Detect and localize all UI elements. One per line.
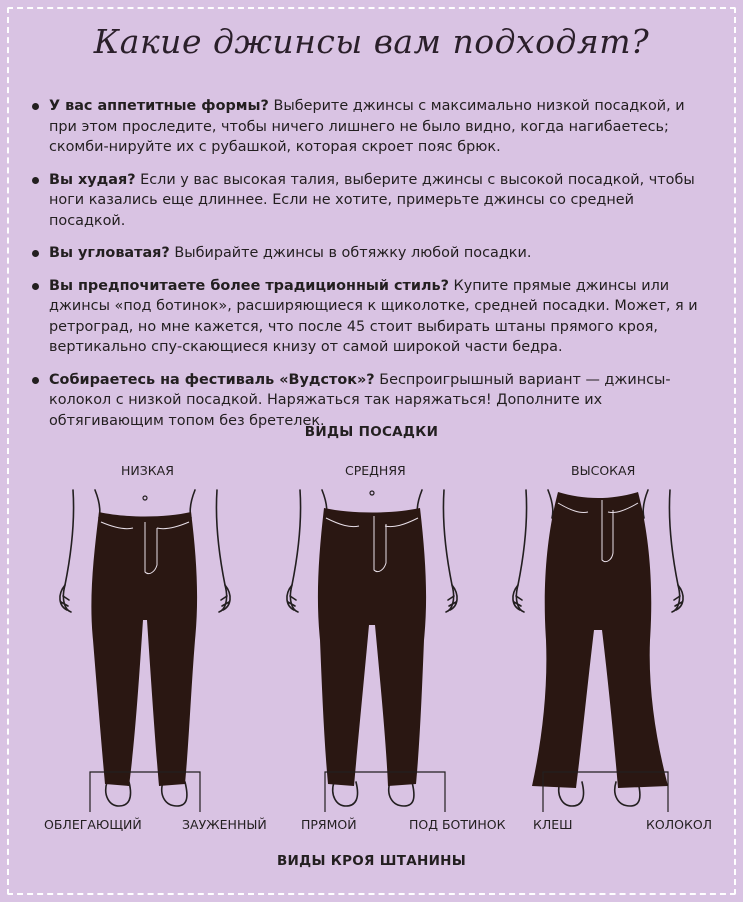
cut-label-skinny: ОБЛЕГАЮЩИЙ: [44, 817, 142, 832]
tip-text: Беспроигрышный вариант — джинсы-колокол с низкой посадкой. Наряжаться так наряжаться! Дополните их обтягивающим топом без бретелек.: [49, 371, 671, 429]
tip-text: Выберите джинсы с максимально низкой посадкой, и при этом проследите, чтобы ничего лишнего не было видно, когда нагибаетесь; скомби-нируйте их с рубашкой, которая скроет пояс брюк.: [49, 98, 685, 155]
rise-label-low: НИЗКАЯ: [121, 463, 174, 478]
jeans-mid-rise: [318, 508, 426, 786]
rise-label-mid: СРЕДНЯЯ: [345, 463, 406, 478]
cut-label-flare: КЛЕШ: [533, 817, 573, 832]
cut-label-tapered: ЗАУЖЕННЫЙ: [182, 817, 267, 832]
page-title: Какие джинсы вам подходят?: [93, 22, 650, 61]
tip-question: У вас аппетитные формы?: [49, 98, 269, 114]
rise-types-title: ВИДЫ ПОСАДКИ: [304, 424, 439, 440]
figure-mid-rise: [287, 490, 457, 806]
tip-question: Вы предпочитаете более традиционный стиль?: [49, 277, 449, 294]
tip-text: Купите прямые джинсы или джинсы «под ботинок», расширяющиеся к щиколотке, средней посадки. Может, я и ретроград, но мне кажется, что после 45 стоит выбирать штаны прямого кроя, вертикально спу-скающиеся книзу от самой широкой части бедра.: [49, 277, 698, 355]
cut-types-title: ВИДЫ КРОЯ ШТАНИНЫ: [276, 853, 467, 869]
tip-question: Собираетесь на фестиваль «Вудсток»?: [49, 371, 375, 388]
tip-question: Вы худая?: [49, 171, 136, 188]
cut-label-bootcut: ПОД БОТИНОК: [409, 817, 506, 832]
tip-question: Вы угловатая?: [49, 245, 170, 261]
figure-high-rise: [513, 490, 683, 806]
jeans-low-rise: [91, 512, 197, 786]
rise-label-high: ВЫСОКАЯ: [571, 463, 636, 478]
cut-label-bell: КОЛОКОЛ: [646, 817, 713, 832]
tip-text: Выбирайте джинсы в обтяжку любой посадки.: [169, 245, 532, 261]
tip-text: Если у вас высокая талия, выберите джинсы с высокой посадкой, чтобы ноги казались еще длиннее. Если не хотите, примерьте джинсы со средней посадкой.: [49, 171, 695, 229]
figure-low-rise: [60, 490, 230, 806]
jeans-high-rise: [532, 492, 668, 788]
cut-label-straight: ПРЯМОЙ: [301, 817, 357, 832]
